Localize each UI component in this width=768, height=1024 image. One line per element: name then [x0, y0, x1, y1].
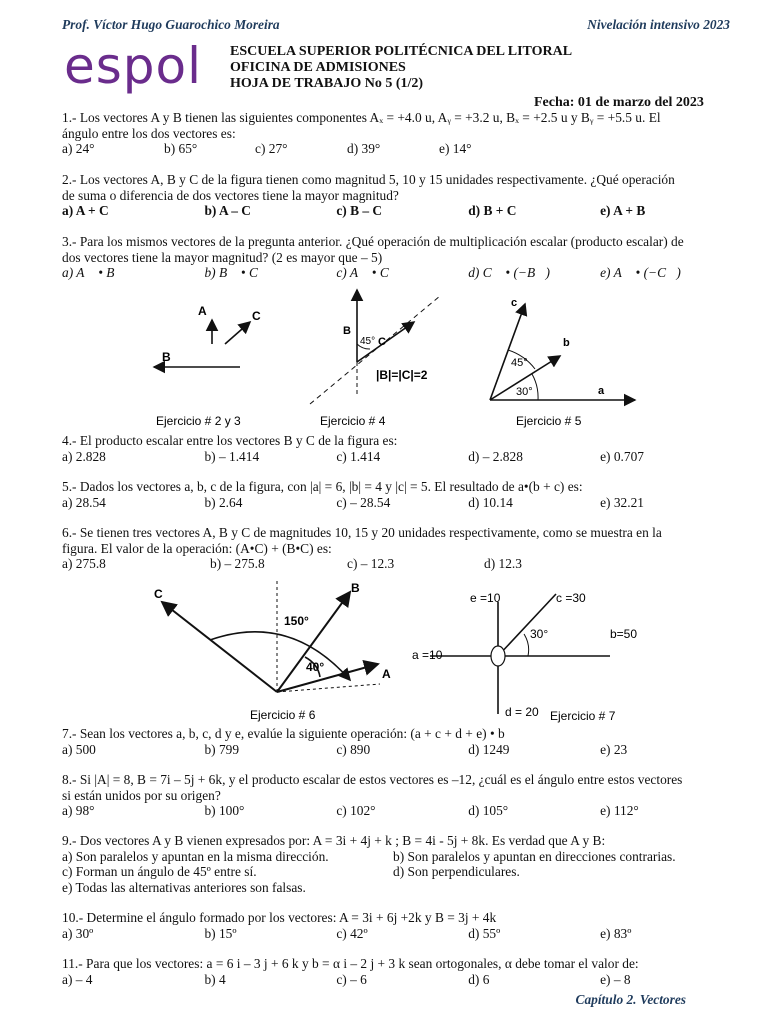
- option-a: a) A⃗ • B⃗: [62, 265, 125, 280]
- option-d: d) 55º: [468, 925, 501, 941]
- question-2-text-line1: 2.- Los vectores A, B y C de la figura tienen como magnitud 5, 10 y 15 unidades respectivamente. ¿Qué operación: [62, 172, 675, 187]
- question-11: [62, 956, 732, 987]
- option-d: d) 6: [468, 971, 490, 987]
- caption-ex5: Ejercicio # 5: [516, 414, 582, 428]
- question-9-options-row2: [62, 864, 732, 880]
- option-c: c) 890: [336, 741, 371, 757]
- magnitude-label: |B|=|C|=2: [376, 368, 428, 382]
- question-6-text-line1: 6.- Se tienen tres vectores A, B y C de magnitudes 10, 15 y 20 unidades respectivamente, como se muestra en la: [62, 525, 662, 540]
- label-b: b: [563, 337, 570, 349]
- option-c: c) – 6: [336, 971, 367, 987]
- question-8-text-line2: si están unidos por su origen?: [62, 787, 221, 803]
- vector-b-arrow: [277, 592, 350, 692]
- label-c: C: [378, 336, 386, 348]
- option-d: d) B + C: [468, 203, 517, 218]
- option-d: d) 105°: [468, 803, 509, 818]
- author-name: Prof. Víctor Hugo Guarochico Moreira: [62, 17, 280, 32]
- figure-ex7: [412, 591, 637, 723]
- label-b: B: [162, 350, 171, 364]
- option-e: e) 32.21: [600, 494, 644, 510]
- label-a: a: [598, 385, 605, 397]
- question-1: [62, 110, 732, 157]
- option-e: e) Todas las alternativas anteriores son falsas.: [62, 879, 306, 895]
- question-3-text-line1: 3.- Para los mismos vectores de la pregunta anterior. ¿Qué operación de multiplicación escalar (producto escalar) de: [62, 234, 684, 249]
- option-e: e) 83º: [600, 925, 632, 941]
- option-a: a) 28.54: [62, 494, 106, 510]
- angle-30: 30°: [530, 627, 549, 641]
- option-b: b) 2.64: [204, 494, 243, 510]
- origin-marker: [491, 646, 505, 666]
- caption-ex6: Ejercicio # 6: [250, 708, 316, 722]
- option-a: a) Son paralelos y apuntan en la misma dirección.: [62, 848, 329, 864]
- figure-ex5: [490, 297, 635, 428]
- option-a: a) – 4: [62, 971, 93, 987]
- label-a: A: [382, 667, 391, 681]
- option-b: b) B⃗ • C⃗: [204, 265, 269, 280]
- label-d: d = 20: [505, 705, 539, 719]
- question-3-text-line2: dos vectores tiene la mayor magnitud? (2 es mayor que – 5): [62, 249, 383, 265]
- question-5-options: [62, 495, 732, 511]
- question-10-text-line1: 10.- Determine el ángulo formado por los vectores: A = 3i + 6j +2k y B = 3j + 4k: [62, 910, 497, 925]
- question-5-text-line1: 5.- Dados los vectores a, b, c de la figura, con |a| = 6, |b| = 4 y |c| = 5. El resultado de a•(b + c) es:: [62, 479, 583, 494]
- option-d: d) 1249: [468, 741, 510, 757]
- option-e: e) 0.707: [600, 448, 644, 464]
- question-8-options: [62, 803, 732, 819]
- option-c: c) 27°: [255, 141, 288, 156]
- option-e: e) A⃗ • (−C⃗): [600, 265, 681, 280]
- angle-150: 150°: [284, 614, 309, 628]
- angle-45: 45°: [511, 357, 528, 369]
- option-c: c) 1.414: [336, 448, 381, 464]
- course-name: Nivelación intensivo 2023: [587, 17, 730, 32]
- option-a: a) 2.828: [62, 448, 106, 464]
- question-10: [62, 910, 732, 941]
- question-9-text-line1: 9.- Dos vectores A y B vienen expresados por: A = 3i + 4j + k ; B = 4i - 5j + 8k. Es verdad que A y B:: [62, 833, 606, 848]
- caption-ex7: Ejercicio # 7: [550, 709, 616, 723]
- espol-logo: espol: [64, 37, 203, 95]
- question-11-text-line1: 11.- Para que los vectores: a = 6 i – 3 j + 6 k y b = α i – 2 j + 3 k sean ortogonales, α debe tomar el valor de:: [62, 956, 639, 971]
- option-d: d) 39°: [347, 141, 381, 156]
- sheet-date: Fecha: 01 de marzo del 2023: [534, 95, 704, 110]
- option-b: b) Son paralelos y apuntan en direcciones contrarias.: [393, 848, 676, 864]
- label-c: c =30: [556, 591, 586, 605]
- option-e: e) A + B: [600, 203, 646, 218]
- option-c: c) – 28.54: [336, 494, 391, 510]
- option-c: c) – 12.3: [347, 556, 395, 571]
- option-e: e) – 8: [600, 971, 631, 987]
- caption-ex23: Ejercicio # 2 y 3: [156, 414, 241, 428]
- question-6: [62, 525, 732, 572]
- option-d: d) 10.14: [468, 494, 513, 510]
- option-a: a) 500: [62, 741, 96, 757]
- figure-exercises-2-5: [140, 282, 650, 430]
- label-c: C: [252, 309, 261, 323]
- option-a: a) 98°: [62, 803, 95, 818]
- question-3: [62, 234, 732, 281]
- question-1-text-line1: 1.- Los vectores A y B tienen las siguientes componentes Aₓ = +4.0 u, Aᵧ = +3.2 u, Bₓ = +2.5 u y Bᵧ = +5.5 u. El: [62, 110, 661, 125]
- question-10-options: [62, 926, 732, 942]
- label-a: A: [198, 304, 207, 318]
- label-b: B: [351, 581, 360, 595]
- angle-30: 30°: [516, 386, 533, 398]
- question-5: [62, 479, 732, 510]
- angle-arc-30: [524, 634, 529, 656]
- label-b: B: [343, 325, 351, 337]
- question-7: [62, 726, 732, 757]
- sheet-title: HOJA DE TRABAJO No 5 (1/2): [230, 76, 424, 91]
- angle-arc-30: [532, 374, 538, 400]
- question-7-options: [62, 742, 732, 758]
- question-9-options-row1: [62, 849, 732, 865]
- option-c: c) Forman un ángulo de 45º entre sí.: [62, 864, 257, 879]
- option-d: d) Son perpendiculares.: [393, 864, 520, 879]
- question-3-options: [62, 265, 732, 281]
- option-d: d) 12.3: [484, 556, 522, 571]
- chapter-footer: Capítulo 2. Vectores: [575, 992, 686, 1007]
- option-b: b) 65°: [164, 141, 198, 156]
- question-8: [62, 772, 732, 819]
- option-b: b) 799: [204, 741, 240, 757]
- figure-ex23: [154, 304, 261, 428]
- option-c: c) 42º: [336, 925, 368, 941]
- option-a: a) A + C: [62, 203, 109, 218]
- question-8-text-line1: 8.- Si |A| = 8, B = 7i – 5j + 6k, y el producto escalar de estos vectores es –12, ¿cuál es el ángulo entre estos vectores: [62, 772, 683, 787]
- question-6-text-line2: figura. El valor de la operación: (A•C) + (B•C) es:: [62, 540, 332, 556]
- option-d: d) – 2.828: [468, 448, 523, 464]
- question-2: [62, 172, 732, 219]
- option-b: b) 4: [204, 971, 226, 987]
- option-d: d) C⃗ • (−B⃗): [468, 265, 551, 280]
- office-name: OFICINA DE ADMISIONES: [230, 60, 406, 75]
- option-a: a) 30º: [62, 925, 94, 941]
- vector-c-line: [498, 594, 556, 656]
- vector-c-arrow: [162, 602, 277, 692]
- question-1-text-line2: ángulo entre los dos vectores es:: [62, 125, 236, 141]
- question-9: [62, 833, 732, 895]
- question-1-options: [62, 141, 732, 157]
- question-4: [62, 433, 732, 464]
- label-c: c: [511, 297, 518, 309]
- option-a: a) 275.8: [62, 556, 106, 571]
- option-b: b) 15º: [204, 925, 237, 941]
- option-e: e) 112°: [600, 803, 639, 818]
- vector-c-arrow: [225, 322, 250, 344]
- option-b: b) – 275.8: [210, 556, 265, 571]
- question-2-text-line2: de suma o diferencia de dos vectores tiene la mayor magnitud?: [62, 187, 399, 203]
- option-c: c) B – C: [336, 203, 383, 218]
- label-a: a =10: [412, 648, 443, 662]
- question-11-options: [62, 972, 732, 988]
- option-c: c) A⃗ • C⃗: [336, 265, 400, 280]
- label-e: e =10: [470, 591, 501, 605]
- caption-ex4: Ejercicio # 4: [320, 414, 386, 428]
- question-4-text-line1: 4.- El producto escalar entre los vectores B y C de la figura es:: [62, 433, 398, 448]
- option-a: a) 24°: [62, 141, 95, 156]
- figure-exercises-6-7: [140, 572, 660, 724]
- option-b: b) A – C: [204, 203, 251, 218]
- option-c: c) 102°: [336, 803, 376, 818]
- figure-ex4: [310, 290, 440, 428]
- option-b: b) 100°: [204, 803, 245, 818]
- label-b: b=50: [610, 627, 638, 641]
- school-name: ESCUELA SUPERIOR POLITÉCNICA DEL LITORAL: [230, 44, 573, 59]
- option-e: e) 23: [600, 741, 628, 757]
- question-4-options: [62, 449, 732, 465]
- option-b: b) – 1.414: [204, 448, 260, 464]
- angle-40: 40°: [306, 660, 325, 674]
- angle-45: 45°: [360, 336, 376, 347]
- question-7-text-line1: 7.- Sean los vectores a, b, c, d y e, evalúe la siguiente operación: (a + c + d + e) • b: [62, 726, 505, 741]
- question-6-options: [62, 556, 732, 572]
- figure-ex6: [154, 578, 391, 722]
- option-e: e) 14°: [439, 141, 472, 156]
- question-2-options: [62, 203, 732, 219]
- label-c: C: [154, 587, 163, 601]
